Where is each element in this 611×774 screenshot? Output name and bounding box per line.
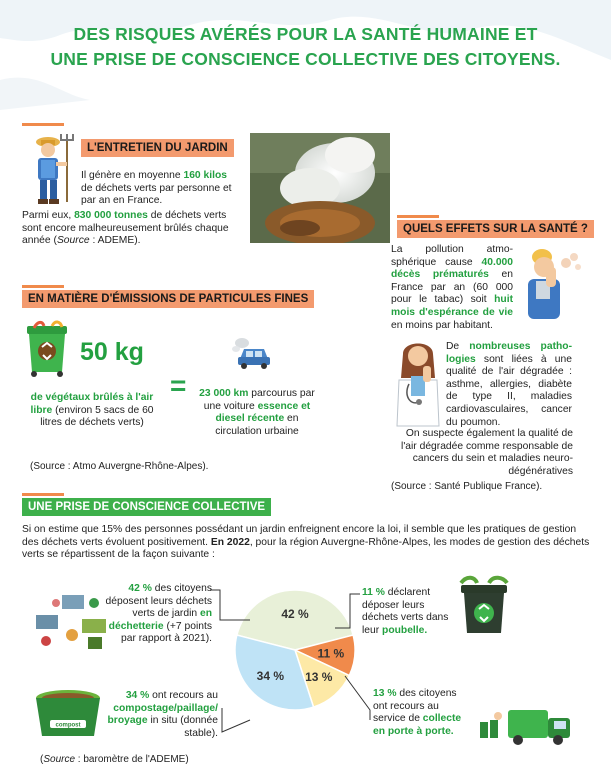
sante-p1-pre: La pollution atmo-sphérique cause <box>391 244 513 268</box>
sante-p1-highlight: 40.000 décès prématurés <box>391 256 513 281</box>
particules-left-text <box>22 392 162 430</box>
conscience-intro-post: , pour la région Auvergne-Rhône-Alpes, les modes de gestion des déchets verts se répartissent de la façon suivante : <box>22 536 590 561</box>
conscience-intro-pre: Si on estime que 15% des personnes possédant un jardin enfreignent encore la loi, il semble que les pratiques de gestion des déchets verts évoluent positivement. <box>22 524 577 548</box>
particules-header: EN MATIÈRE D'ÉMISSIONS DE PARTICULES FINES <box>22 290 314 308</box>
sante-p1-post: en moins par habitant. <box>391 319 493 331</box>
jardin-p2-post: de déchets verts sont encore malheureusement brûlés chaque année ( <box>22 210 229 247</box>
annotation-34-text: ont recours au <box>149 690 218 701</box>
jardin-p2-end: : ADEME). <box>89 235 141 247</box>
jardin-p2-pre: Parmi eux, <box>22 210 75 221</box>
annotation-34 <box>104 690 218 740</box>
annotation-42-post: (+7 points par rapport à 2021). <box>120 620 212 645</box>
annotation-34-pct: 34 % <box>125 690 150 701</box>
accent-line <box>397 215 439 218</box>
particules-left-highlight: de végétaux brûlés à l'air libre <box>30 392 154 416</box>
sante-p1-mid: en France par an (60 000 pour le tabac) soit <box>391 269 513 306</box>
annotation-34-highlight: compostage/paillage/ broyage <box>107 702 218 727</box>
sante-paragraph-3 <box>391 428 573 478</box>
sante-source: (Source : Santé Publique France). <box>391 481 543 492</box>
sante-p2-post: sont liées à une qualité de l'air dégradée : asthme, allergies, diabète de type II, maladies cardiovasculaires, cancer du poumon. <box>446 353 572 428</box>
jardin-paragraph-2 <box>22 210 244 248</box>
annotation-13-text: des citoyens ont recours au service de <box>373 688 457 725</box>
jardin-header: L'ENTRETIEN DU JARDIN <box>81 139 234 157</box>
page-title-line1: DES RISQUES AVÉRÉS POUR LA SANTÉ HUMAINE ET <box>73 24 538 44</box>
pie-label-1: 42 % <box>281 607 309 621</box>
annotation-11-text: déclarent déposer leurs déchets verts dans leur <box>362 587 449 636</box>
sante-p3: On suspecte également la qualité de l'air dégradée comme responsable de cancers du sein et maladies neuro-dégénératives <box>401 428 573 477</box>
annotation-13-highlight: collecte en porte à porte. <box>373 713 462 737</box>
particules-left-post: (environ 5 sacs de 60 litres de déchets verts) <box>40 404 154 429</box>
particules-right-post: en circulation urbaine <box>215 413 299 437</box>
particules-right-text <box>196 388 318 438</box>
accent-line <box>22 123 64 126</box>
annotation-42-pct: 42 % <box>128 583 152 594</box>
accent-line <box>22 285 64 288</box>
sante-paragraph-1 <box>391 244 513 332</box>
page-title <box>0 22 611 72</box>
annotation-13-pct: 13 % <box>373 688 397 699</box>
jardin-p1-highlight: 160 kilos <box>183 170 227 181</box>
annotation-42-highlight: en déchetterie <box>108 608 212 632</box>
compost-label: compost <box>55 722 81 729</box>
particules-source: (Source : Atmo Auvergne-Rhône-Alpes). <box>30 461 209 472</box>
gardener-illustration <box>22 132 80 207</box>
particules-right-highlight: 23 000 km <box>199 388 249 399</box>
sante-p2-pre: De <box>446 341 470 352</box>
page-title-line2: UNE PRISE DE CONSCIENCE COLLECTIVE DES CITOYENS. <box>50 49 561 69</box>
conscience-intro <box>22 524 590 562</box>
annotation-42-text: des citoyens déposent leurs déchets verts de jardin <box>105 583 212 620</box>
annotation-34-post: in situ (donnée stable). <box>147 715 218 739</box>
sante-header: QUELS EFFETS SUR LA SANTÉ ? <box>397 220 594 238</box>
annotation-11-pct: 11 % <box>362 587 385 598</box>
annotation-42 <box>100 583 212 646</box>
annotation-13 <box>373 688 473 738</box>
connector-lines <box>0 560 611 774</box>
sante-paragraph-2 <box>446 341 572 429</box>
sante-p1-highlight-2: huit mois d'espérance de vie <box>391 294 513 318</box>
annotation-11 <box>362 587 454 637</box>
weight-value: 50 kg <box>80 338 144 366</box>
pie-label-4: 34 % <box>256 669 285 684</box>
conscience-source-post: : baromètre de l'ADEME) <box>75 754 189 765</box>
jardin-paragraph-1 <box>81 170 241 208</box>
conscience-source-pre: ( <box>40 754 44 765</box>
annotation-11-highlight: poubelle. <box>382 624 428 636</box>
jardin-p1-pre: Il génère en moyenne <box>81 170 184 181</box>
car-icon <box>232 335 276 369</box>
green-bin-icon <box>22 320 72 378</box>
particules-right-mid: parcourus par une voiture <box>203 388 315 412</box>
conscience-source <box>40 754 189 765</box>
accent-line <box>22 493 64 496</box>
jardin-p1-post: de déchets verts par personne et par an en France. <box>81 182 232 207</box>
conscience-header: UNE PRISE DE CONSCIENCE COLLECTIVE <box>22 498 271 516</box>
sante-p2-highlight: nombreuses patho-logies <box>446 341 573 365</box>
burning-leaves-photo <box>250 133 390 243</box>
coughing-man-illustration <box>518 245 586 325</box>
conscience-intro-highlight: En 2022 <box>210 536 250 548</box>
pie-label-2: 11 % <box>317 646 345 661</box>
pie-label-3: 13 % <box>305 670 333 685</box>
jardin-p2-source: Source <box>56 235 90 247</box>
equals-sign: = <box>170 370 187 401</box>
conscience-source-italic: Source <box>43 754 76 765</box>
jardin-p2-highlight: 830 000 tonnes <box>74 210 148 221</box>
doctor-illustration <box>393 336 443 428</box>
particules-right-highlight-2: essence et diesel récente <box>215 400 311 425</box>
